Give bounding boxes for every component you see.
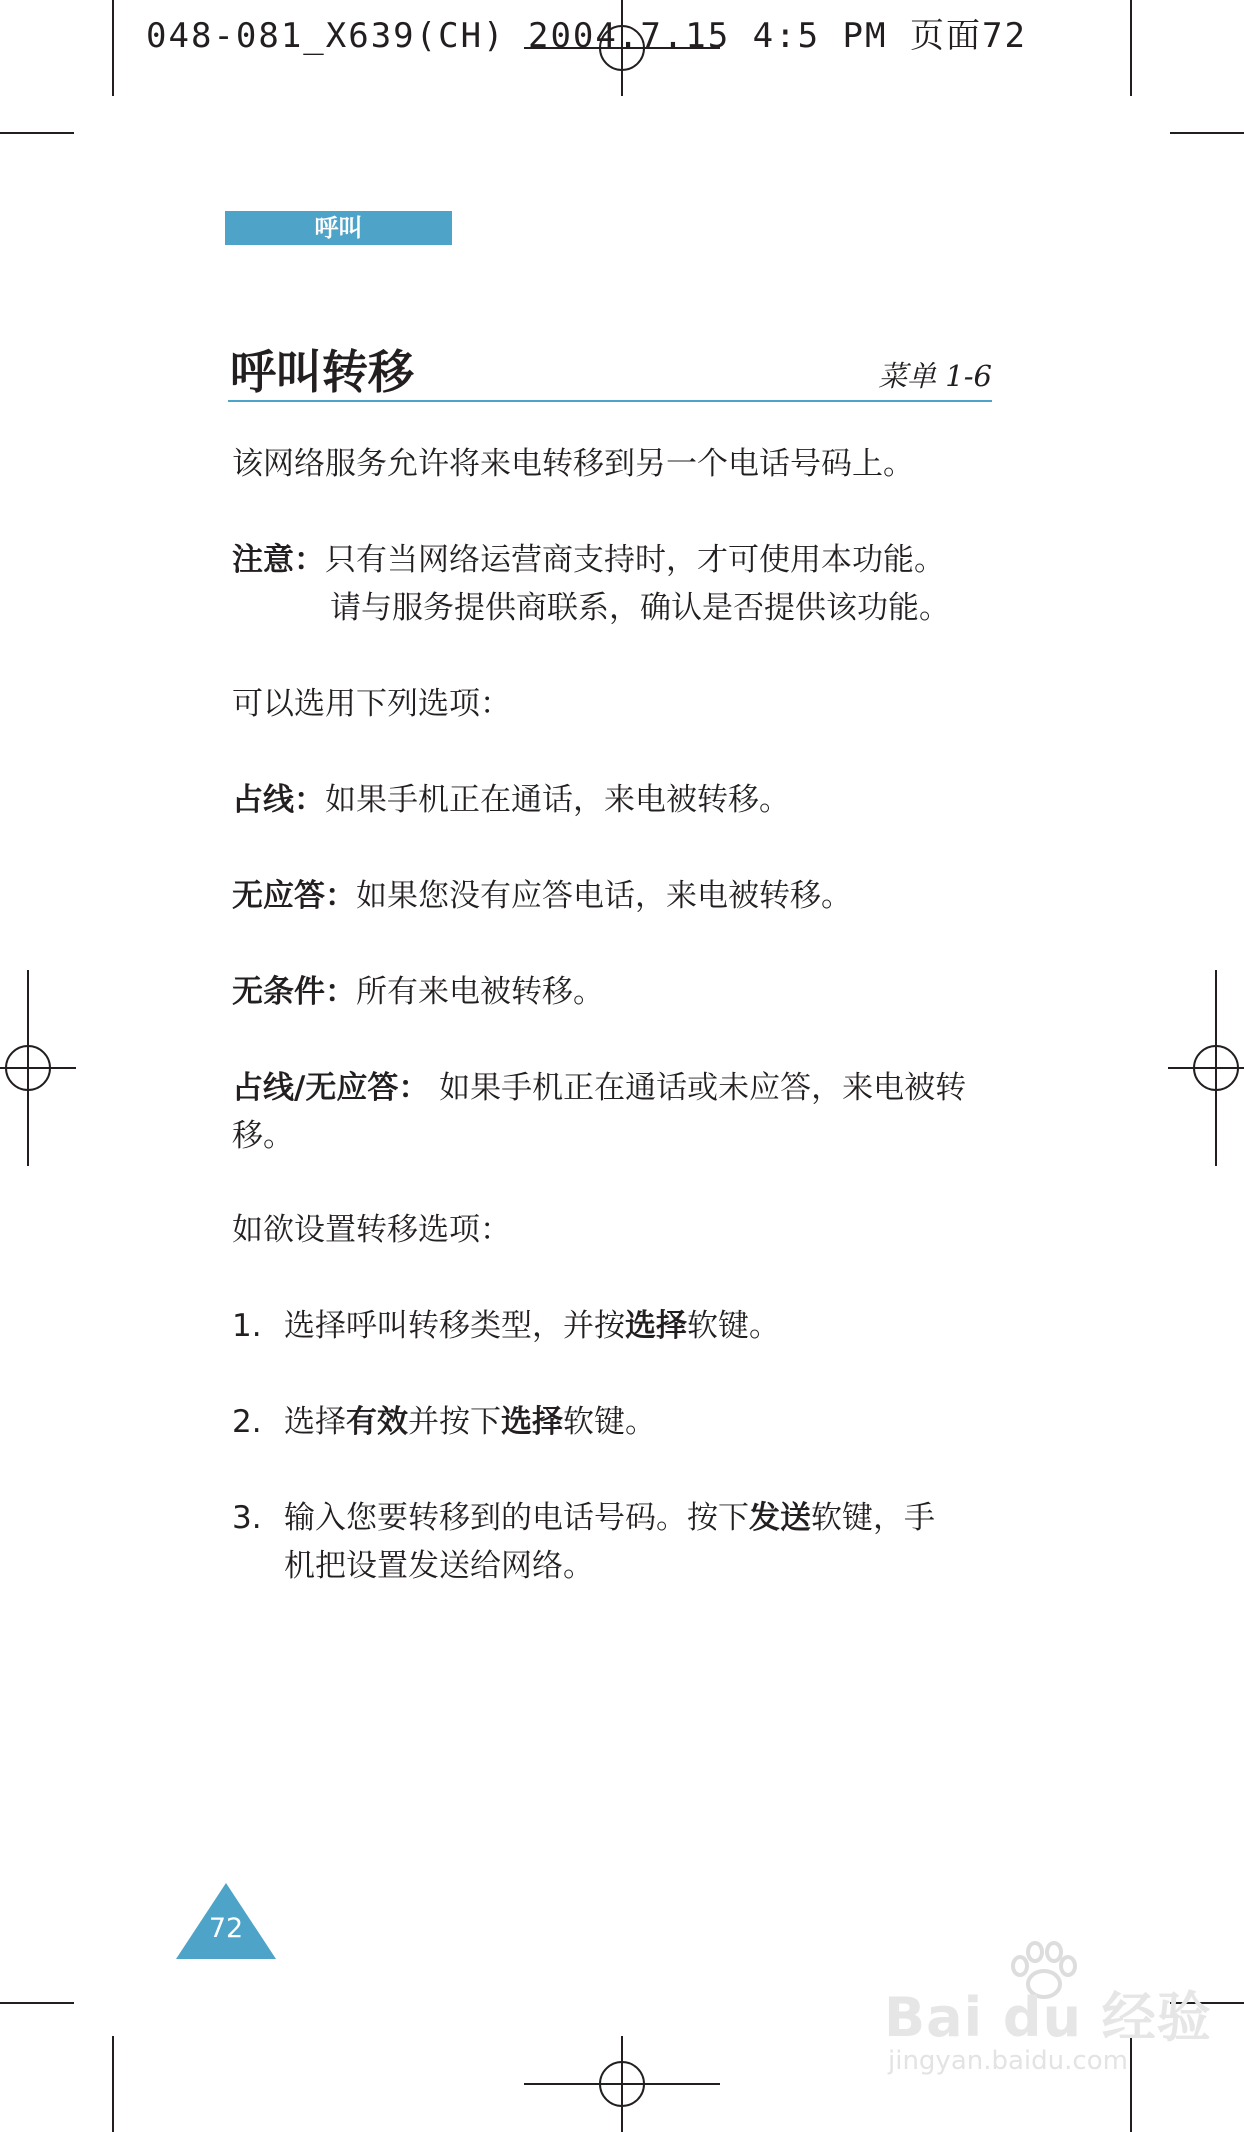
options-intro: 可以选用下列选项：	[232, 686, 511, 722]
option-text: 如果手机正在通话，来电被转移。	[325, 782, 790, 818]
page-title: 呼叫转移	[230, 345, 414, 399]
crop-mark	[112, 0, 114, 96]
watermark-brand: Bai du 经验	[884, 1986, 1212, 2049]
note-line-2: 请与服务提供商联系，确认是否提供该功能。	[330, 590, 950, 626]
option-name: 有效	[346, 1404, 408, 1440]
step-text: 软键。	[687, 1308, 780, 1344]
section-tab: 呼叫	[225, 211, 452, 245]
step-text-continued: 机把设置发送给网络。	[284, 1548, 594, 1584]
step-2	[232, 1398, 992, 1446]
option-busy-no-reply	[232, 1064, 972, 1160]
registration-mark-bottom	[524, 2036, 720, 2132]
crop-mark	[1130, 0, 1132, 96]
step-number: 3.	[232, 1500, 262, 1536]
page-number: 72	[208, 1913, 244, 1944]
title-rule	[228, 400, 992, 402]
step-text: 输入您要转移到的电话号码。按下	[284, 1500, 749, 1536]
step-1	[232, 1302, 992, 1350]
step-number: 1.	[232, 1308, 262, 1344]
step-number: 2.	[232, 1404, 262, 1440]
step-text: 选择	[284, 1404, 346, 1440]
crop-mark	[0, 2002, 74, 2004]
step-text: 软键。	[563, 1404, 656, 1440]
step-text: 软键，手	[811, 1500, 935, 1536]
registration-mark-right	[1164, 970, 1244, 1166]
step-text: 选择呼叫转移类型，并按	[284, 1308, 625, 1344]
menu-reference: 菜单 1-6	[878, 359, 992, 393]
intro-text: 该网络服务允许将来电转移到另一个电话号码上。	[232, 446, 914, 482]
step-3	[232, 1494, 992, 1590]
option-unconditional	[232, 968, 972, 1016]
option-text: 所有来电被转移。	[356, 974, 604, 1010]
note-block	[232, 536, 972, 632]
note-label: 注意：	[232, 542, 325, 578]
option-text: 如果手机正在通话或未应答，来电被转移。	[232, 1070, 967, 1154]
watermark-url: jingyan.baidu.com	[888, 2046, 1128, 2076]
softkey-name: 选择	[501, 1404, 563, 1440]
option-label: 占线/无应答：	[232, 1070, 430, 1106]
option-busy	[232, 776, 972, 824]
crop-mark	[112, 2036, 114, 2132]
option-label: 无应答：	[232, 878, 356, 914]
crop-mark	[0, 132, 74, 134]
step-text: 并按下	[408, 1404, 501, 1440]
crop-mark	[1170, 132, 1244, 134]
softkey-name: 选择	[625, 1308, 687, 1344]
registration-mark-left	[0, 970, 80, 1166]
softkey-name: 发送	[749, 1500, 811, 1536]
option-text: 如果您没有应答电话，来电被转移。	[356, 878, 852, 914]
option-label: 占线：	[232, 782, 325, 818]
option-no-reply	[232, 872, 972, 920]
note-line-1: 只有当网络运营商支持时，才可使用本功能。	[325, 542, 945, 578]
print-header: 048-081_X639(CH) 2004.7.15 4:5 PM 页面72	[146, 16, 1027, 56]
option-label: 无条件：	[232, 974, 356, 1010]
setup-intro: 如欲设置转移选项：	[232, 1212, 511, 1248]
